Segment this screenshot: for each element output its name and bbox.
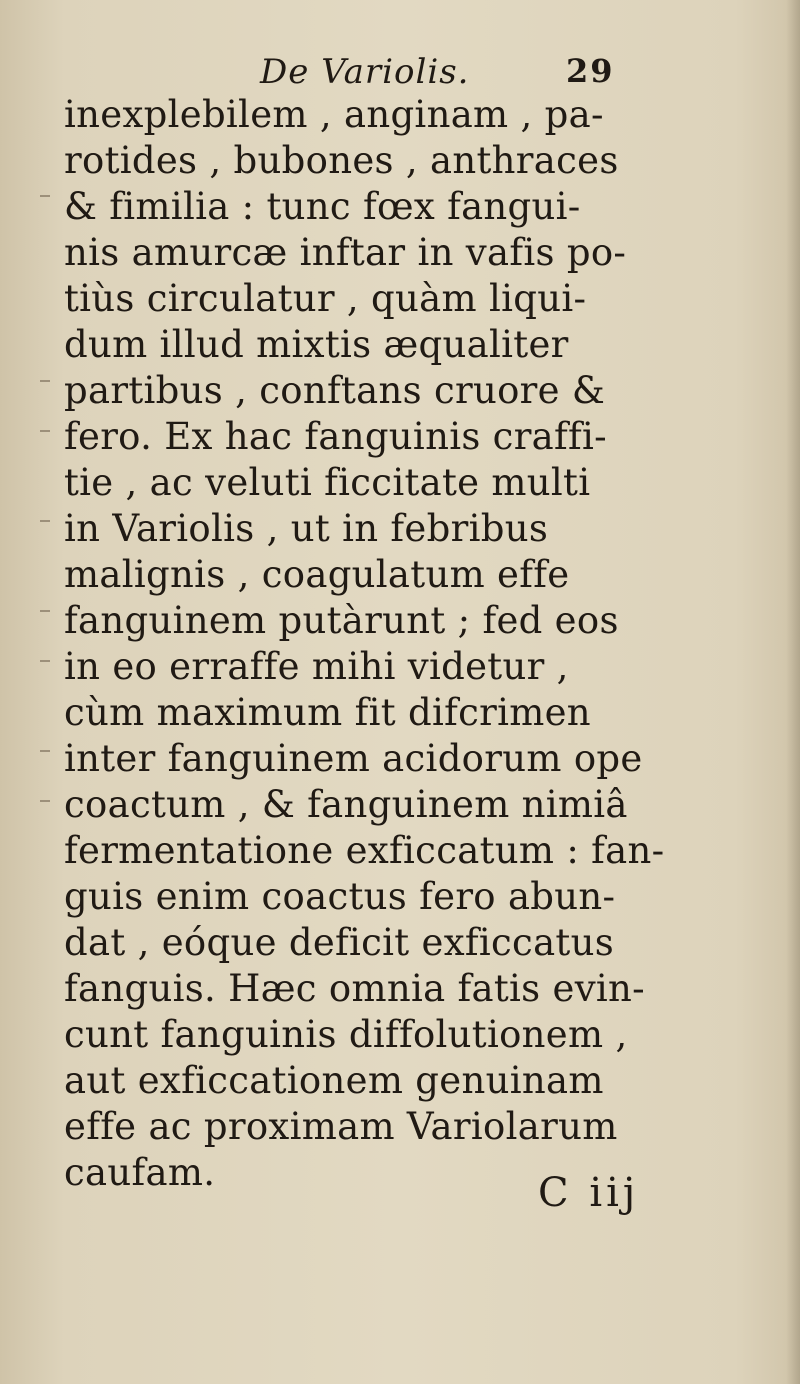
- text-line: cunt fanguinis diffolutionem ,: [64, 1013, 628, 1056]
- text-line: rotides , bubones , anthraces: [64, 139, 619, 182]
- text-line: tiùs circulatur , quàm liqui-: [64, 277, 587, 320]
- signature-mark: C iij: [538, 1170, 640, 1216]
- text-line: partibus , conftans cruore &: [64, 369, 606, 412]
- page-edge-shadow: [786, 0, 800, 1384]
- text-line: fanguinem putàrunt ; fed eos: [64, 599, 619, 642]
- text-line: fero. Ex hac fanguinis craffi-: [64, 415, 607, 458]
- text-line: dat , eóque deficit exficcatus: [64, 921, 615, 964]
- text-line: caufam.: [64, 1151, 216, 1194]
- text-line: inter fanguinem acidorum ope: [64, 737, 643, 780]
- body-text: [64, 92, 724, 1196]
- margin-dash: [40, 750, 50, 752]
- text-line: & fimilia : tunc fœx fangui-: [64, 185, 581, 228]
- page-header: [0, 52, 800, 92]
- text-line: malignis , coagulatum effe: [64, 553, 570, 596]
- text-line: nis amurcæ inftar in vafis po-: [64, 231, 627, 274]
- text-line: fermentatione exficcatum : fan-: [64, 829, 665, 872]
- margin-dash: [40, 380, 50, 382]
- text-line: guis enim coactus fero abun-: [64, 875, 616, 918]
- text-line: in eo erraffe mihi videtur ,: [64, 645, 569, 688]
- text-line: in Variolis , ut in febribus: [64, 507, 549, 550]
- margin-dash: [40, 520, 50, 522]
- page-number: 29: [566, 52, 615, 90]
- margin-dash: [40, 800, 50, 802]
- text-line: dum illud mixtis æqualiter: [64, 323, 569, 366]
- text-line: coactum , & fanguinem nimiâ: [64, 783, 628, 826]
- text-line: aut exficcationem genuinam: [64, 1059, 604, 1102]
- text-line: cùm maximum fit difcrimen: [64, 691, 591, 734]
- margin-dash: [40, 430, 50, 432]
- text-line: fanguis. Hæc omnia fatis evin-: [64, 967, 645, 1010]
- running-title: De Variolis.: [260, 52, 470, 92]
- text-line: inexplebilem , anginam , pa-: [64, 93, 604, 136]
- margin-dash: [40, 610, 50, 612]
- text-line: effe ac proximam Variolarum: [64, 1105, 618, 1148]
- margin-dash: [40, 660, 50, 662]
- text-line: tie , ac veluti ficcitate multi: [64, 461, 591, 504]
- margin-dash: [40, 195, 50, 197]
